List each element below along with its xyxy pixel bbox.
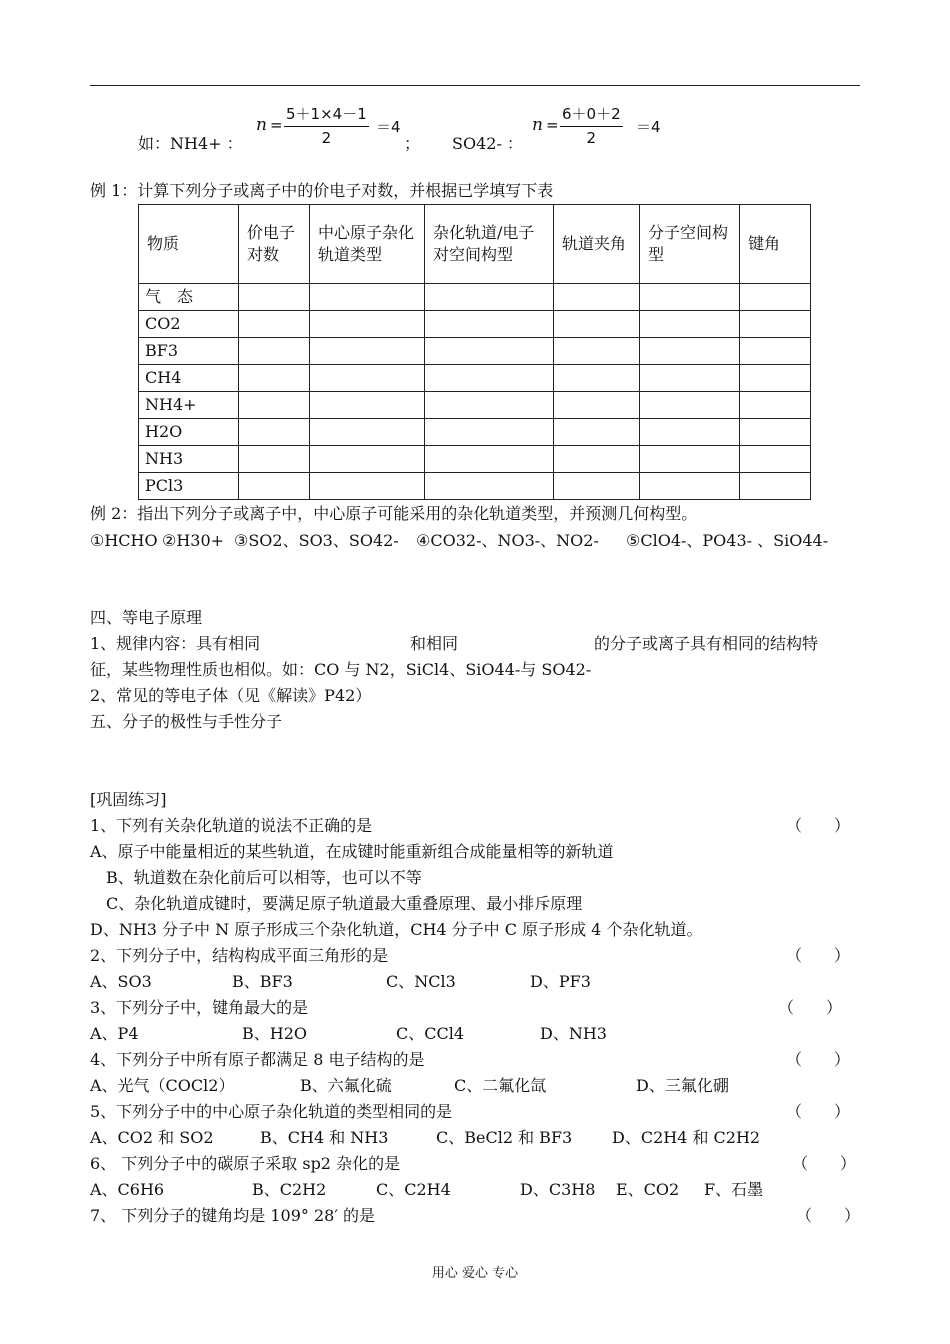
row-label: H2O — [139, 419, 239, 446]
example1-title: 例 1：计算下列分子或离子中的价电子对数，并根据已学填写下表 — [90, 181, 554, 200]
q1-option-b: B、轨道数在杂化前后可以相等，也可以不等 — [106, 868, 422, 887]
answer-bracket: （ ） — [792, 1154, 857, 1173]
q7-stem: 7、 下列分子的键角均是 109° 28′ 的是 — [90, 1206, 376, 1225]
formula-so4-numerator: 6＋0＋2 — [560, 103, 623, 127]
header-pair-geometry: 杂化轨道/电子对空间构型 — [425, 205, 554, 284]
q1-option-d: D、NH3 分子中 N 原子形成三个杂化轨道，CH4 分子中 C 原子形成 4 个杂化轨道。 — [90, 920, 703, 939]
row-label: CH4 — [139, 365, 239, 392]
section4-rule-a: 1、规律内容：具有相同 — [90, 634, 261, 653]
formula-so4-label: SO42- ： — [452, 134, 523, 153]
formula-separator: ； — [404, 134, 421, 153]
example2-item-3: ③SO2、SO3、SO42- — [234, 531, 399, 550]
q2-option: C、NCl3 — [386, 972, 456, 991]
formula-n-lhs-2: n — [532, 115, 543, 135]
table-row — [139, 473, 811, 500]
answer-bracket: （ ） — [786, 946, 851, 965]
answer-bracket: （ ） — [778, 998, 843, 1017]
q4-stem: 4、下列分子中所有原子都满足 8 电子结构的是 — [90, 1050, 425, 1069]
q4-option: C、二氟化氙 — [454, 1076, 547, 1095]
q5-option: A、CO2 和 SO2 — [90, 1128, 214, 1147]
formula-nh4-result: ＝4 — [376, 118, 401, 136]
q2-option: A、SO3 — [90, 972, 152, 991]
formula-nh4-numerator: 5＋1×4－1 — [284, 103, 369, 127]
table-row — [139, 419, 811, 446]
q5-option: C、BeCl2 和 BF3 — [436, 1128, 573, 1147]
q1-option-c: C、杂化轨道成键时，要满足原子轨道最大重叠原理、最小排斥原理 — [106, 894, 583, 913]
example2-title: 例 2：指出下列分子或离子中，中心原子可能采用的杂化轨道类型，并预测几何构型。 — [90, 504, 698, 523]
row-label: CO2 — [139, 311, 239, 338]
row-label: NH3 — [139, 446, 239, 473]
row-label: PCl3 — [139, 473, 239, 500]
section4-rule-c: 的分子或离子具有相同的结构特 — [594, 634, 819, 653]
formula-so4-denominator: 2 — [586, 129, 597, 147]
q5-stem: 5、下列分子中的中心原子杂化轨道的类型相同的是 — [90, 1102, 453, 1121]
practice-title: [巩固练习] — [90, 790, 167, 809]
example1-table — [138, 204, 811, 500]
header-valence-pairs: 价电子对数 — [239, 205, 310, 284]
table-row — [139, 392, 811, 419]
example2-item-4: ④CO32-、NO3-、NO2- — [416, 531, 599, 550]
q2-option: D、PF3 — [530, 972, 591, 991]
header-rule — [90, 85, 860, 86]
q3-option: A、P4 — [90, 1024, 139, 1043]
section4-rule-d: 征，某些物理性质也相似。如：CO 与 N2，SiCl4、SiO44-与 SO42- — [90, 660, 592, 679]
row-label: NH4+ — [139, 392, 239, 419]
formula-nh4-fraction — [284, 103, 369, 147]
q5-option: B、CH4 和 NH3 — [260, 1128, 389, 1147]
q3-option: B、H2O — [242, 1024, 308, 1043]
header-bond-angle: 键角 — [740, 205, 811, 284]
row-label: 气 态 — [139, 284, 239, 311]
table-row — [139, 338, 811, 365]
answer-bracket: （ ） — [796, 1206, 861, 1225]
q2-stem: 2、下列分子中，结构构成平面三角形的是 — [90, 946, 389, 965]
q6-option: B、C2H2 — [252, 1180, 327, 1199]
answer-bracket: （ ） — [786, 816, 851, 835]
example2-item-2: ②H30+ — [162, 531, 225, 550]
q6-option: F、石墨 — [704, 1180, 764, 1199]
q4-option: B、六氟化硫 — [300, 1076, 392, 1095]
example2-item-5: ⑤ClO4-、PO43- 、SiO44- — [626, 531, 829, 550]
example2-item-1: ①HCHO — [90, 531, 158, 550]
formula-prefix: 如：NH4+ ： — [138, 134, 243, 153]
q6-option: A、C6H6 — [90, 1180, 165, 1199]
q3-option: C、CCl4 — [396, 1024, 465, 1043]
page-footer: 用心 爱心 专心 — [431, 1266, 519, 1281]
table-header-row — [139, 205, 811, 284]
section4-title: 四、等电子原理 — [90, 608, 203, 627]
q6-stem: 6、 下列分子中的碳原子采取 sp2 杂化的是 — [90, 1154, 401, 1173]
q4-option: A、光气（COCl2） — [90, 1076, 235, 1095]
header-orbital-angle: 轨道夹角 — [554, 205, 640, 284]
table-row — [139, 311, 811, 338]
formula-equals: = — [270, 116, 283, 134]
q3-stem: 3、下列分子中，键角最大的是 — [90, 998, 309, 1017]
section4-rule-b: 和相同 — [410, 634, 459, 653]
formula-nh4-denominator: 2 — [321, 129, 332, 147]
header-hybrid-type: 中心原子杂化轨道类型 — [310, 205, 425, 284]
q1-option-a: A、原子中能量相近的某些轨道，在成键时能重新组合成能量相等的新轨道 — [90, 842, 614, 861]
answer-bracket: （ ） — [786, 1050, 851, 1069]
section4-item-2: 2、常见的等电子体（见《解读》P42） — [90, 686, 372, 705]
q6-option: C、C2H4 — [376, 1180, 451, 1199]
formula-so4-fraction — [560, 103, 623, 147]
row-label: BF3 — [139, 338, 239, 365]
answer-bracket: （ ） — [786, 1102, 851, 1121]
header-molecular-shape: 分子空间构型 — [640, 205, 740, 284]
section5-title: 五、分子的极性与手性分子 — [90, 712, 283, 731]
q6-option: D、C3H8 — [520, 1180, 596, 1199]
formula-so4-result: ＝4 — [636, 118, 661, 136]
q1-stem: 1、下列有关杂化轨道的说法不正确的是 — [90, 816, 373, 835]
q6-option: E、CO2 — [616, 1180, 680, 1199]
header-substance: 物质 — [139, 205, 239, 284]
q5-option: D、C2H4 和 C2H2 — [612, 1128, 761, 1147]
q3-option: D、NH3 — [540, 1024, 607, 1043]
table-row — [139, 284, 811, 311]
q4-option: D、三氟化硼 — [636, 1076, 729, 1095]
q2-option: B、BF3 — [232, 972, 293, 991]
formula-equals-2: = — [546, 116, 559, 134]
table-row — [139, 446, 811, 473]
formula-n-lhs: n — [256, 115, 267, 135]
table-row — [139, 365, 811, 392]
